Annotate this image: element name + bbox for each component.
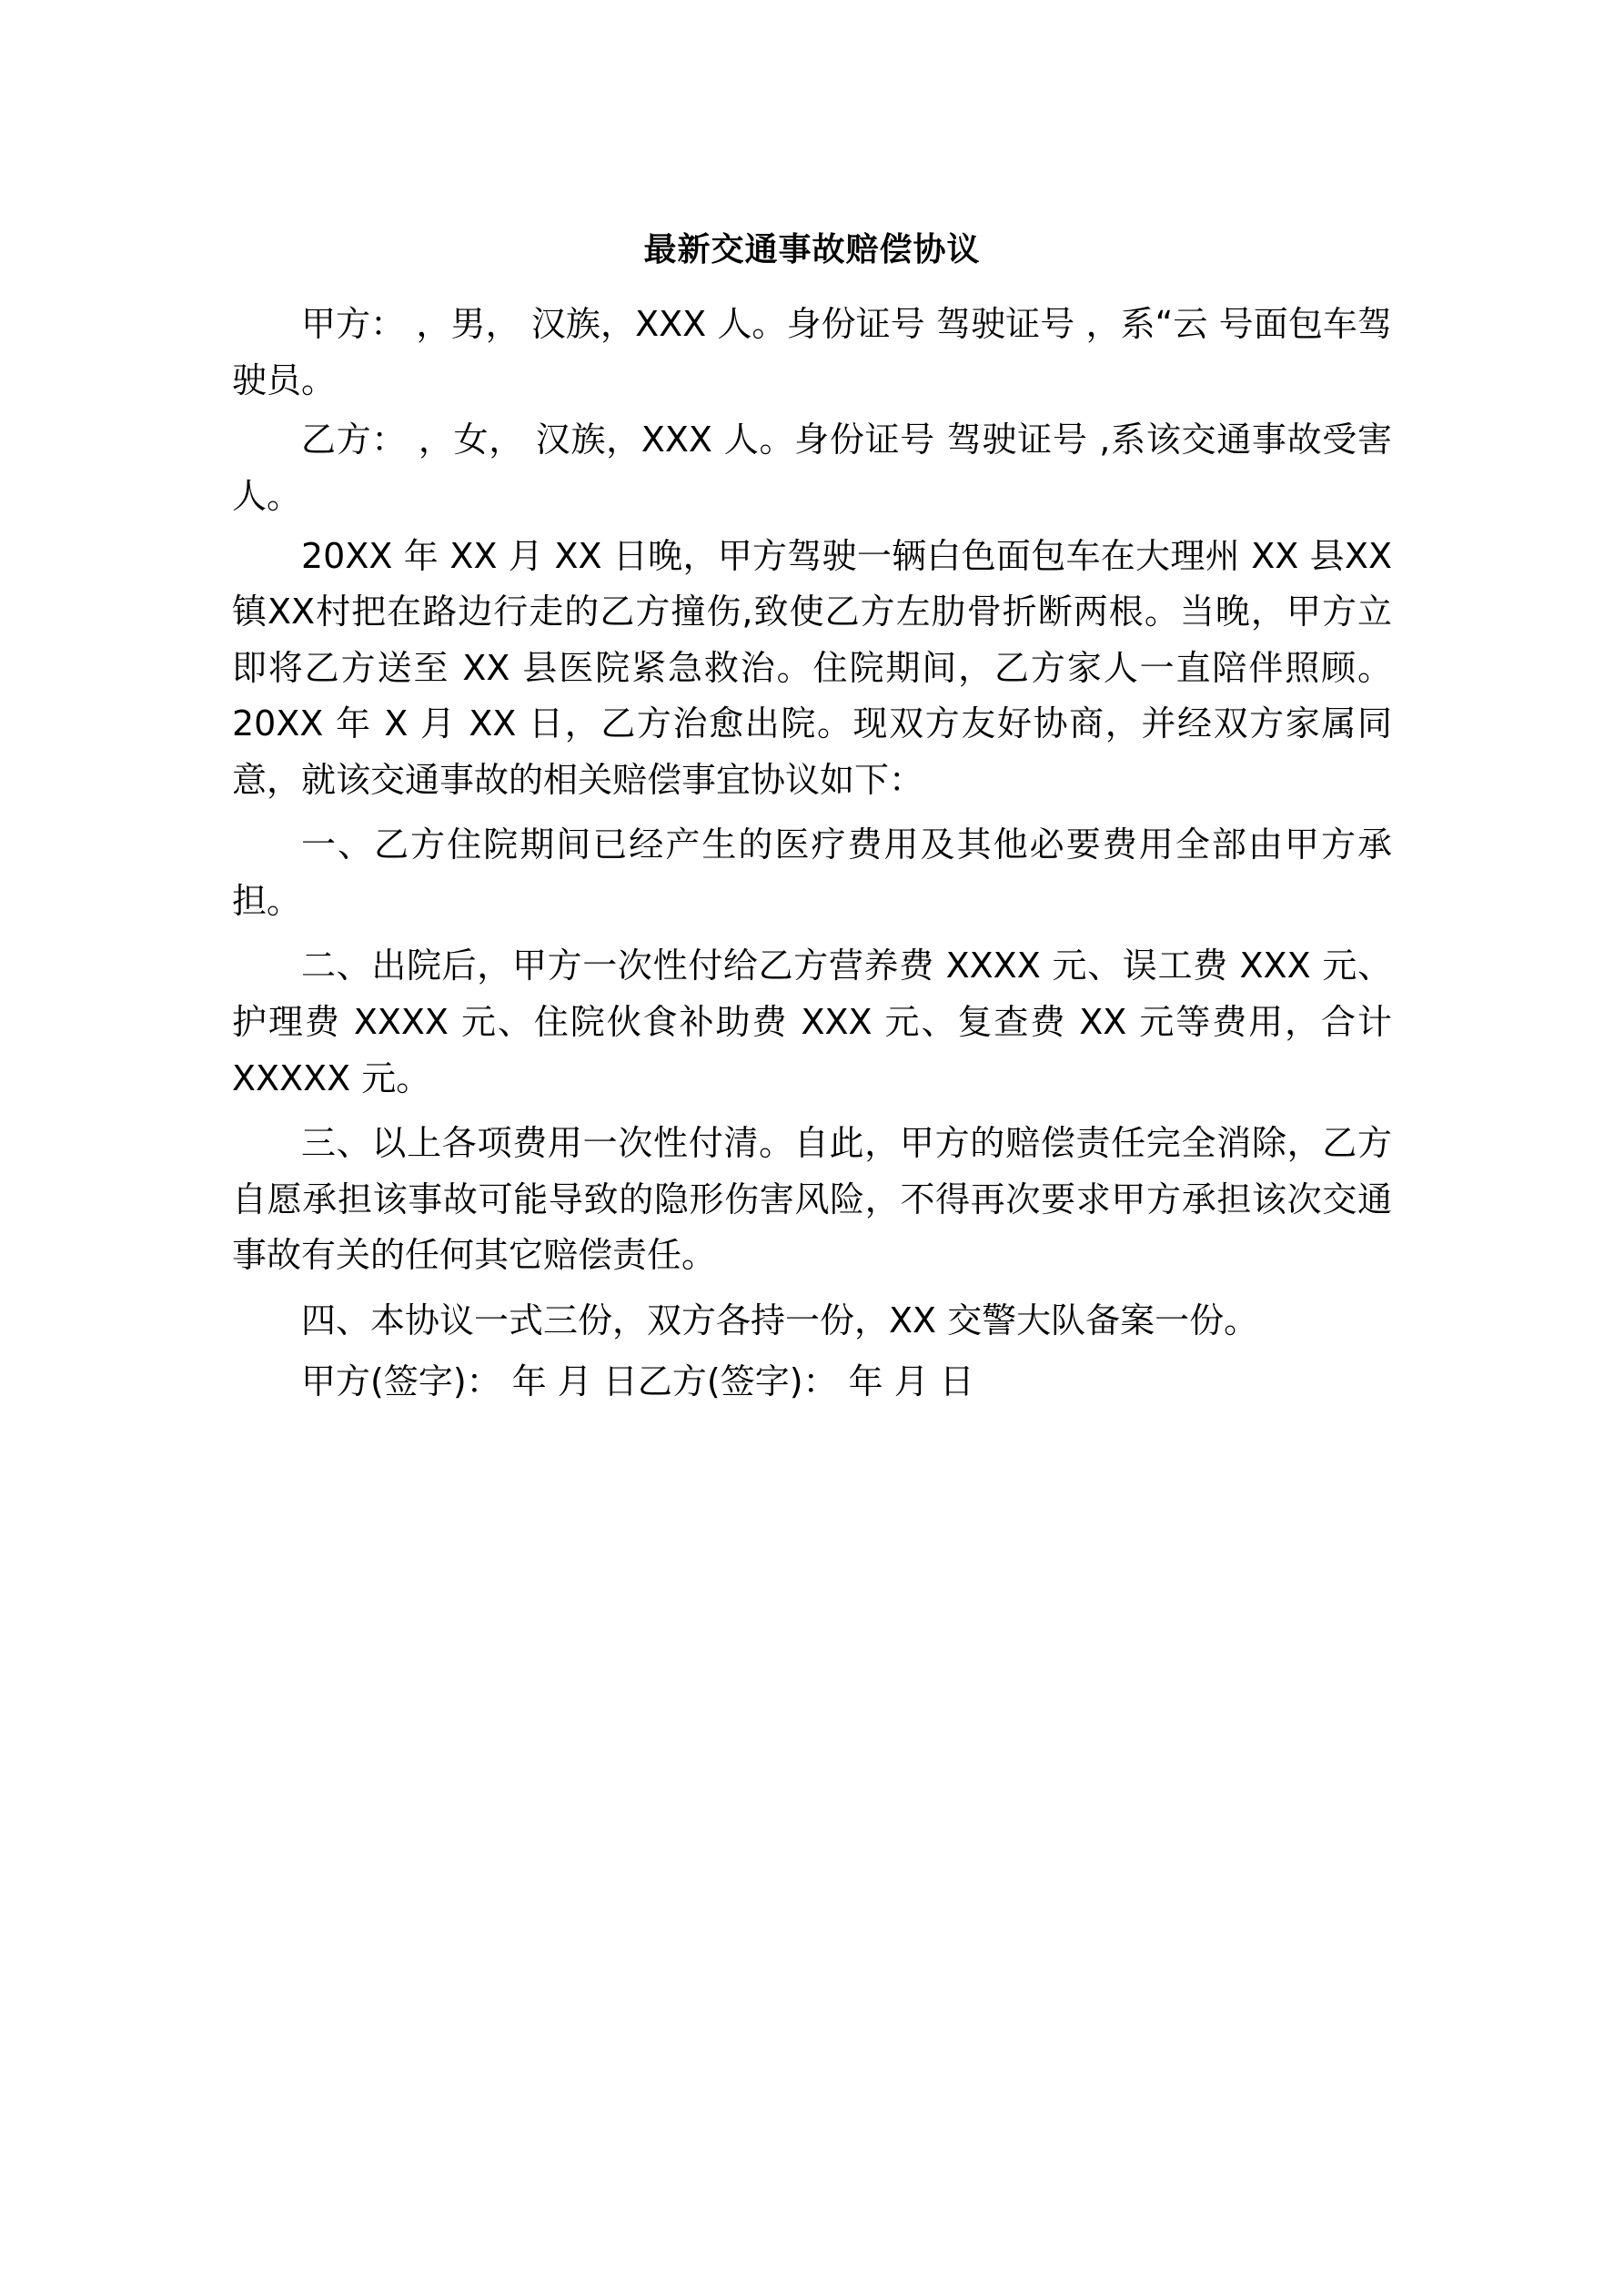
paragraph-party-a: 甲方： ，男， 汉族，XXX 人。身份证号 驾驶证号 ，系“云 号面包车驾驶员。 xyxy=(232,304,1392,400)
paragraph-clause-one: 一、乙方住院期间已经产生的医疗费用及其他必要费用全部由甲方承担。 xyxy=(232,824,1392,921)
signature-line: 甲方(签字)： 年 月 日乙方(签字)： 年 月 日 xyxy=(301,1361,974,1402)
paragraph-clause-three: 三、以上各项费用一次性付清。自此，甲方的赔偿责任完全消除，乙方自愿承担该事故可能导致的隐形伤害风险，不得再次要求甲方承担该次交通事故有关的任何其它赔偿责任。 xyxy=(232,1123,1392,1276)
paragraph-clause-four: 四、本协议一式三份，双方各持一份，XX 交警大队备案一份。 xyxy=(301,1300,1259,1340)
paragraph-incident-description: 20XX 年 XX 月 XX 日晚，甲方驾驶一辆白色面包车在大理州 XX 县XX镇XX村把在路边行走的乙方撞伤,致使乙方左肋骨折断两根。当晚，甲方立即将乙方送至 XX 县医院紧急救治。住院期间，乙方家人一直陪伴照顾。20XX 年 X 月 XX 日，乙方治愈出院。现双方友好协商，并经双方家属同意，就该交通事故的相关赔偿事宜协议如下： xyxy=(232,535,1392,800)
page-title: 最新交通事故赔偿协议 xyxy=(643,231,981,268)
paragraph-clause-two: 二、出院后，甲方一次性付给乙方营养费 XXXX 元、误工费 XXX 元、护理费 XXXX 元、住院伙食补助费 XXX 元、复查费 XX 元等费用，合计 XXXXX 元。 xyxy=(232,946,1392,1098)
paragraph-party-b: 乙方： ，女， 汉族，XXX 人。身份证号 驾驶证号 ,系该交通事故受害人。 xyxy=(232,420,1392,517)
